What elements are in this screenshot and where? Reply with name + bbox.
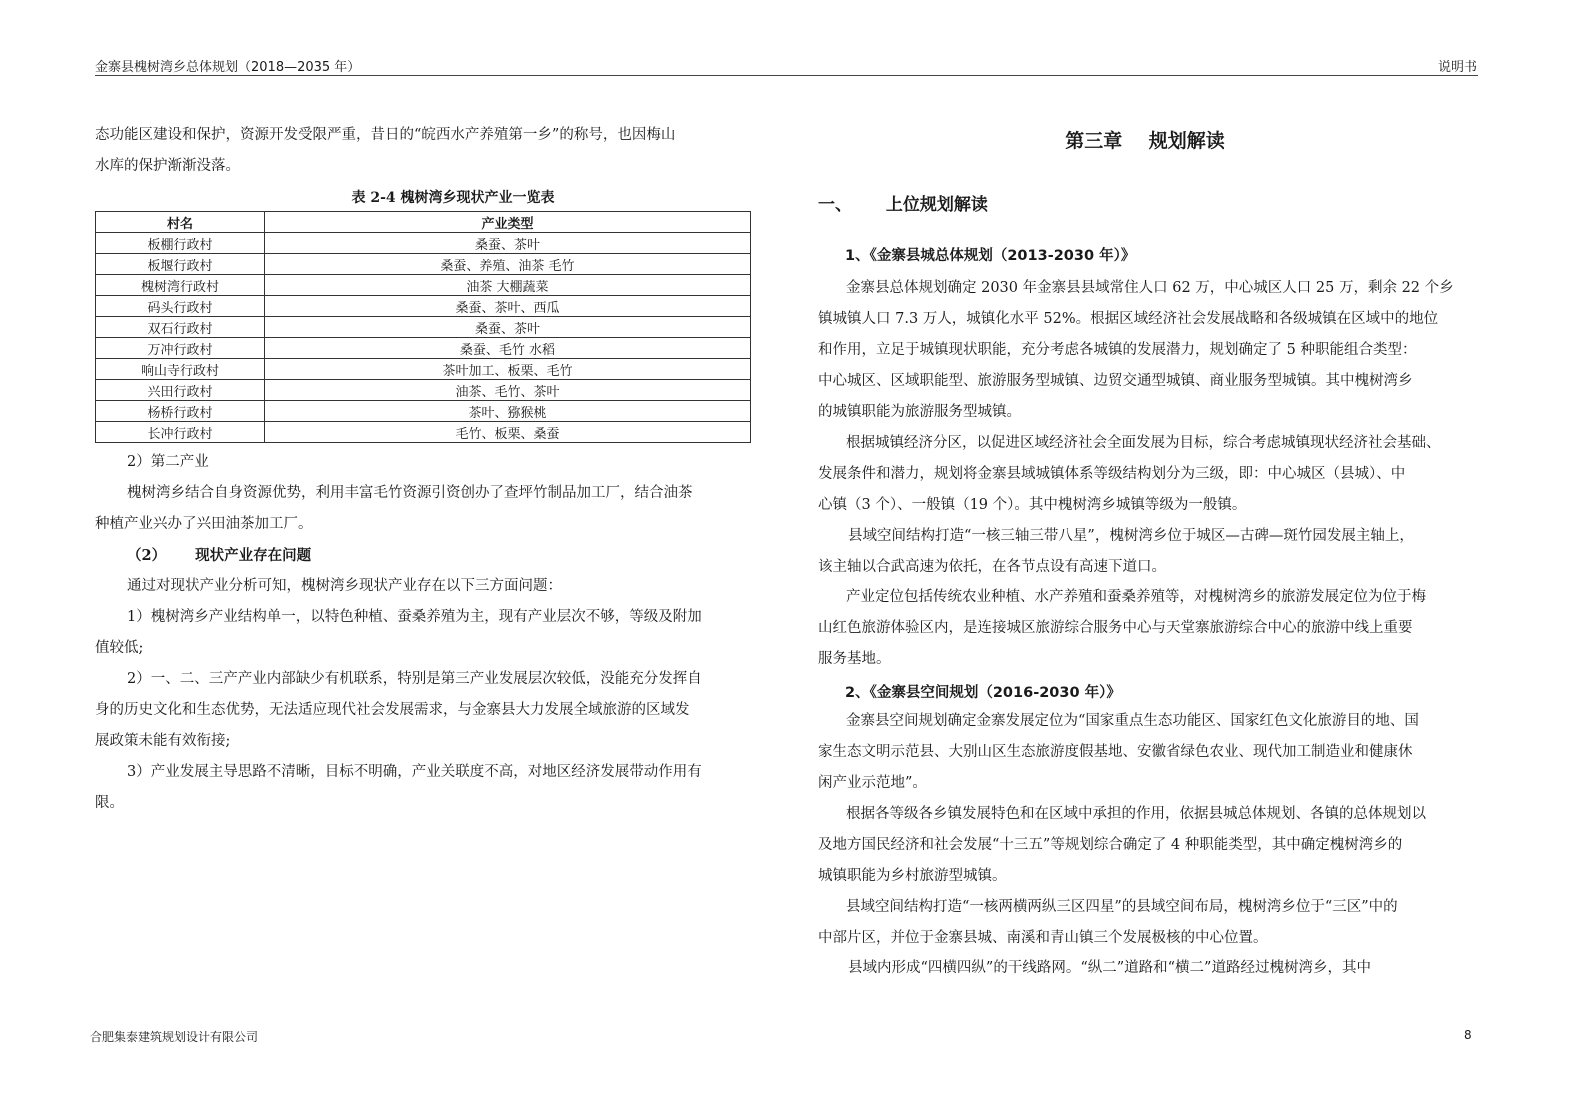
cell-industry: 油茶、毛竹、茶叶: [265, 380, 751, 401]
problems-heading-text: 现状产业存在问题: [195, 547, 312, 564]
cell-village: 板棚行政村: [96, 233, 265, 254]
paragraph-1: [818, 273, 1472, 428]
table-header-row: [96, 212, 751, 233]
text-line: 家生态文明示范县、大别山区生态旅游度假基地、安徽省绿色农业、现代加工制造业和健康休: [818, 744, 1413, 760]
text-line: 中部片区，并位于金寨县城、南溪和青山镇三个发展极核的中心位置。: [818, 930, 1268, 946]
cell-village: 长冲行政村: [96, 422, 265, 443]
header-doc-type: 说明书: [1438, 60, 1478, 75]
table-row: [96, 275, 751, 296]
problems-intro: 通过对现状产业分析可知，槐树湾乡现状产业存在以下三方面问题：: [127, 578, 562, 594]
table-row: [96, 233, 751, 254]
cell-village: 兴田行政村: [96, 380, 265, 401]
secondary-industry-paragraph: [95, 478, 751, 540]
table-title: 表 2-4 槐树湾乡现状产业一览表: [351, 190, 555, 206]
text-line: 根据城镇经济分区，以促进区域经济社会全面发展为目标，综合考虑城镇现状经济社会基础、: [846, 435, 1441, 451]
text-line: 种植产业兴办了兴田油茶加工厂。: [95, 516, 313, 532]
table-row: [96, 296, 751, 317]
problem-3: [95, 757, 751, 819]
text-line: 县域内形成“四横四纵”的干线路网。“纵二”道路和“横二”道路经过槐树湾乡，其中: [848, 960, 1371, 976]
header-title: 金寨县槐树湾乡总体规划（2018—2035 年）: [95, 60, 361, 75]
table-row: [96, 317, 751, 338]
page-number: 8: [1464, 1028, 1472, 1042]
problem-1: [95, 602, 751, 664]
industry-table: [95, 211, 751, 443]
text-line: 镇城镇人口 7.3 万人，城镇化水平 52%。根据区域经济社会发展战略和各级城镇在区域中的地位: [818, 311, 1439, 327]
text-line: 县域空间结构打造“一核两横两纵三区四星”的县域空间布局，槐树湾乡位于“三区”中的: [846, 899, 1398, 915]
problems-heading: [127, 540, 311, 571]
secondary-industry-label: 2）第二产业: [127, 454, 209, 470]
problems-heading-number: （2）: [127, 547, 167, 564]
text-line: 态功能区建设和保护，资源开发受限严重，昔日的“皖西水产养殖第一乡”的称号，也因梅山: [95, 127, 676, 143]
problem-2: [95, 664, 751, 757]
text-line: 服务基地。: [818, 651, 891, 667]
footer-company: 合肥集泰建筑规划设计有限公司: [90, 1030, 259, 1044]
paragraph-2: [818, 428, 1472, 521]
cell-industry: 油茶 大棚蔬菜: [265, 275, 751, 296]
section-title: 上位规划解读: [885, 195, 988, 215]
cell-village: 板堰行政村: [96, 254, 265, 275]
text-line: 槐树湾乡结合自身资源优势，利用丰富毛竹资源引资创办了查坪竹制品加工厂，结合油茶: [127, 485, 693, 501]
cell-village: 万冲行政村: [96, 338, 265, 359]
text-line: 的城镇职能为旅游服务型城镇。: [818, 404, 1021, 420]
paragraph-5: [818, 706, 1472, 799]
cell-industry: 桑蚕、茶叶: [265, 233, 751, 254]
cell-village: 双石行政村: [96, 317, 265, 338]
section-number: 一、: [818, 195, 852, 215]
text-line: 城镇职能为乡村旅游型城镇。: [818, 868, 1007, 884]
chapter-title: 第三章 规划解读: [1065, 130, 1225, 152]
intro-paragraph: [95, 120, 751, 182]
text-line: 身的历史文化和生态优势，无法适应现代社会发展需求，与金寨县大力发展全域旅游的区域发: [95, 702, 690, 718]
cell-industry: 茶叶加工、板栗、毛竹: [265, 359, 751, 380]
paragraph-6: [818, 799, 1472, 892]
cell-village: 码头行政村: [96, 296, 265, 317]
cell-industry: 桑蚕、养殖、油茶 毛竹: [265, 254, 751, 275]
table-row: [96, 338, 751, 359]
text-line: 展政策未能有效衔接;: [95, 733, 231, 749]
text-line: 根据各等级各乡镇发展特色和在区域中承担的作用，依据县城总体规划、各镇的总体规划以: [846, 806, 1426, 822]
text-line: 限。: [95, 795, 124, 811]
text-line: 及地方国民经济和社会发展“十三五”等规划综合确定了 4 种职能类型，其中确定槐树湾乡的: [818, 837, 1403, 853]
text-line: 值较低;: [95, 640, 144, 656]
text-line: 该主轴以合武高速为依托，在各节点设有高速下道口。: [818, 559, 1166, 575]
text-line: 1）槐树湾乡产业结构单一，以特色种植、蚕桑养殖为主，现有产业层次不够，等级及附加: [127, 609, 702, 625]
cell-industry: 毛竹、板栗、桑蚕: [265, 422, 751, 443]
table-row: [96, 254, 751, 275]
cell-industry: 桑蚕、茶叶: [265, 317, 751, 338]
text-line: 县域空间结构打造“一核三轴三带八星”，槐树湾乡位于城区—古碑—斑竹园发展主轴上，: [848, 528, 1414, 544]
paragraph-8: [818, 953, 1472, 984]
column-header-village: 村名: [96, 212, 265, 233]
text-line: 2）一、二、三产产业内部缺少有机联系，特别是第三产业发展层次较低，没能充分发挥自: [127, 671, 702, 687]
text-line: 和作用，立足于城镇现状职能，充分考虑各城镇的发展潜力，规划确定了 5 种职能组合类型：: [818, 342, 1417, 358]
cell-village: 响山寺行政村: [96, 359, 265, 380]
header-rule: [95, 75, 1478, 76]
subsection-2-title: 2、《金寨县空间规划（2016-2030 年）》: [845, 685, 1121, 701]
table-row: [96, 401, 751, 422]
text-line: 金寨县空间规划确定金寨发展定位为“国家重点生态功能区、国家红色文化旅游目的地、国: [846, 713, 1419, 729]
paragraph-7: [818, 892, 1472, 954]
cell-village: 槐树湾行政村: [96, 275, 265, 296]
text-line: 金寨县总体规划确定 2030 年金寨县县域常住人口 62 万，中心城区人口 25 万，剩余 22 个乡: [846, 280, 1454, 296]
cell-industry: 桑蚕、毛竹 水稻: [265, 338, 751, 359]
text-line: 中心城区、区域职能型、旅游服务型城镇、边贸交通型城镇、商业服务型城镇。其中槐树湾乡: [818, 373, 1413, 389]
section-heading: [818, 190, 988, 215]
text-line: 产业定位包括传统农业种植、水产养殖和蚕桑养殖等，对槐树湾乡的旅游发展定位为位于梅: [846, 589, 1426, 605]
text-line: 3）产业发展主导思路不清晰，目标不明确，产业关联度不高，对地区经济发展带动作用有: [127, 764, 702, 780]
text-line: 水库的保护渐渐没落。: [95, 158, 240, 174]
table-row: [96, 422, 751, 443]
table-row: [96, 380, 751, 401]
table-row: [96, 359, 751, 380]
paragraph-3: [818, 521, 1472, 583]
subsection-1-title: 1、《金寨县城总体规划（2013-2030 年）》: [845, 248, 1136, 264]
text-line: 闲产业示范地”。: [818, 775, 927, 791]
text-line: 发展条件和潜力，规划将金寨县域城镇体系等级结构划分为三级，即：中心城区（县城）、中: [818, 466, 1406, 482]
text-line: 山红色旅游体验区内，是连接城区旅游综合服务中心与天堂寨旅游综合中心的旅游中线上重要: [818, 620, 1413, 636]
text-line: 心镇（3 个）、一般镇（19 个）。其中槐树湾乡城镇等级为一般镇。: [818, 497, 1247, 513]
cell-industry: 茶叶、猕猴桃: [265, 401, 751, 422]
column-header-industry-type: 产业类型: [265, 212, 751, 233]
cell-village: 杨桥行政村: [96, 401, 265, 422]
paragraph-4: [818, 582, 1472, 675]
cell-industry: 桑蚕、茶叶、西瓜: [265, 296, 751, 317]
